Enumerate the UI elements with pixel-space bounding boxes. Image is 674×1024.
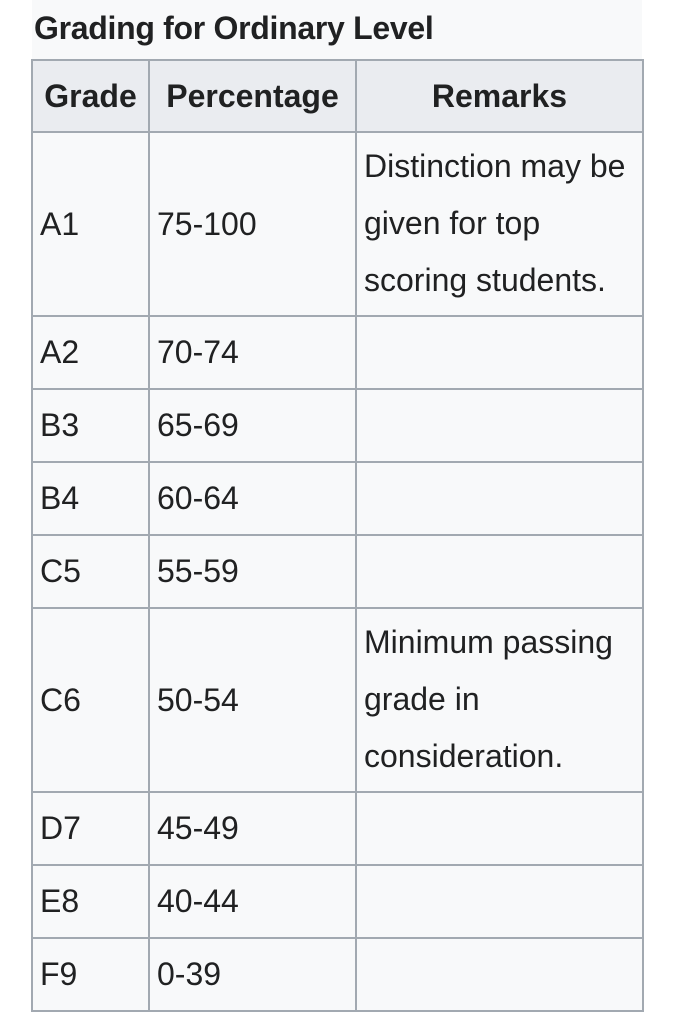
grade-cell: A1 <box>32 132 149 316</box>
grade-cell: B3 <box>32 389 149 462</box>
percentage-cell: 75-100 <box>149 132 356 316</box>
table-row <box>32 132 643 316</box>
table-header-row <box>32 60 643 132</box>
percentage-cell: 40-44 <box>149 865 356 938</box>
percentage-cell: 0-39 <box>149 938 356 1011</box>
grade-cell: C6 <box>32 608 149 792</box>
percentage-cell: 65-69 <box>149 389 356 462</box>
header-percentage: Percentage <box>149 60 356 132</box>
percentage-cell: 60-64 <box>149 462 356 535</box>
table-caption: Grading for Ordinary Level <box>32 0 642 60</box>
header-grade: Grade <box>32 60 149 132</box>
table-row <box>32 608 643 792</box>
table-row <box>32 938 643 1011</box>
table-row <box>32 462 643 535</box>
remarks-cell: Minimum passing grade in consideration. <box>356 608 643 792</box>
table-row <box>32 389 643 462</box>
table-row <box>32 316 643 389</box>
header-remarks: Remarks <box>356 60 643 132</box>
remarks-cell <box>356 316 643 389</box>
grade-cell: B4 <box>32 462 149 535</box>
grade-cell: E8 <box>32 865 149 938</box>
remarks-cell <box>356 389 643 462</box>
percentage-cell: 55-59 <box>149 535 356 608</box>
remarks-cell <box>356 865 643 938</box>
remarks-cell <box>356 462 643 535</box>
remarks-cell <box>356 792 643 865</box>
percentage-cell: 45-49 <box>149 792 356 865</box>
table-row <box>32 865 643 938</box>
grade-cell: D7 <box>32 792 149 865</box>
grade-cell: A2 <box>32 316 149 389</box>
grade-cell: F9 <box>32 938 149 1011</box>
remarks-cell <box>356 535 643 608</box>
grade-cell: C5 <box>32 535 149 608</box>
remarks-cell <box>356 938 643 1011</box>
remarks-cell: Distinction may be given for top scoring students. <box>356 132 643 316</box>
grading-table <box>31 59 644 1012</box>
table-row <box>32 792 643 865</box>
table-row <box>32 535 643 608</box>
percentage-cell: 70-74 <box>149 316 356 389</box>
percentage-cell: 50-54 <box>149 608 356 792</box>
